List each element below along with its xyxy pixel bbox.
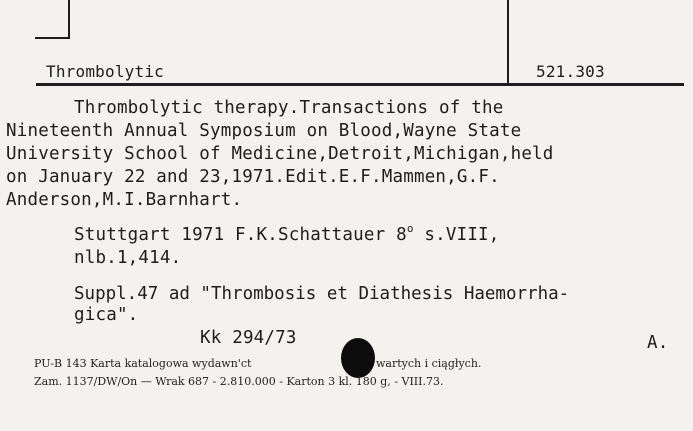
punch-hole bbox=[341, 338, 375, 378]
entry-line-4: on January 22 and 23,1971.Edit.E.F.Mammen,G.F. bbox=[6, 167, 500, 187]
publication-text: Stuttgart 1971 F.K.Schattauer 8 bbox=[74, 225, 407, 245]
entry-line-5: Anderson,M.I.Barnhart. bbox=[6, 190, 243, 210]
supplement-line-1: Suppl.47 ad "Thrombosis et Diathesis Haemorrha- bbox=[74, 284, 570, 304]
header-rule bbox=[36, 83, 684, 86]
publication-line bbox=[74, 222, 500, 247]
format-superscript: o bbox=[406, 222, 414, 235]
classification-number: 521.303 bbox=[536, 62, 605, 81]
publication-pages: s.VIII, bbox=[413, 225, 500, 245]
subject-heading: Thrombolytic bbox=[46, 62, 164, 81]
extent-line: nlb.1,414. bbox=[74, 248, 182, 268]
location-letter: A. bbox=[647, 333, 669, 353]
entry-line-1: Thrombolytic therapy.Transactions of the bbox=[74, 98, 504, 118]
notch-horizontal-rule bbox=[35, 37, 70, 39]
footer-line-1-left: PU-B 143 Karta katalogowa wydawn'ct bbox=[34, 357, 252, 370]
supplement-line-2: gica". bbox=[74, 305, 139, 325]
notch-vertical-rule bbox=[68, 0, 70, 38]
column-divider bbox=[507, 0, 509, 85]
entry-line-2: Nineteenth Annual Symposium on Blood,Wayne State bbox=[6, 121, 522, 141]
entry-line-3: University School of Medicine,Detroit,Michigan,held bbox=[6, 144, 554, 164]
footer-line-1-right: wartych i ciągłych. bbox=[376, 357, 482, 370]
shelfmark: Kk 294/73 bbox=[200, 328, 297, 348]
footer-line-2: Zam. 1137/DW/On — Wrak 687 - 2.810.000 - Karton 3 kl. 180 g, - VIII.73. bbox=[34, 375, 444, 388]
